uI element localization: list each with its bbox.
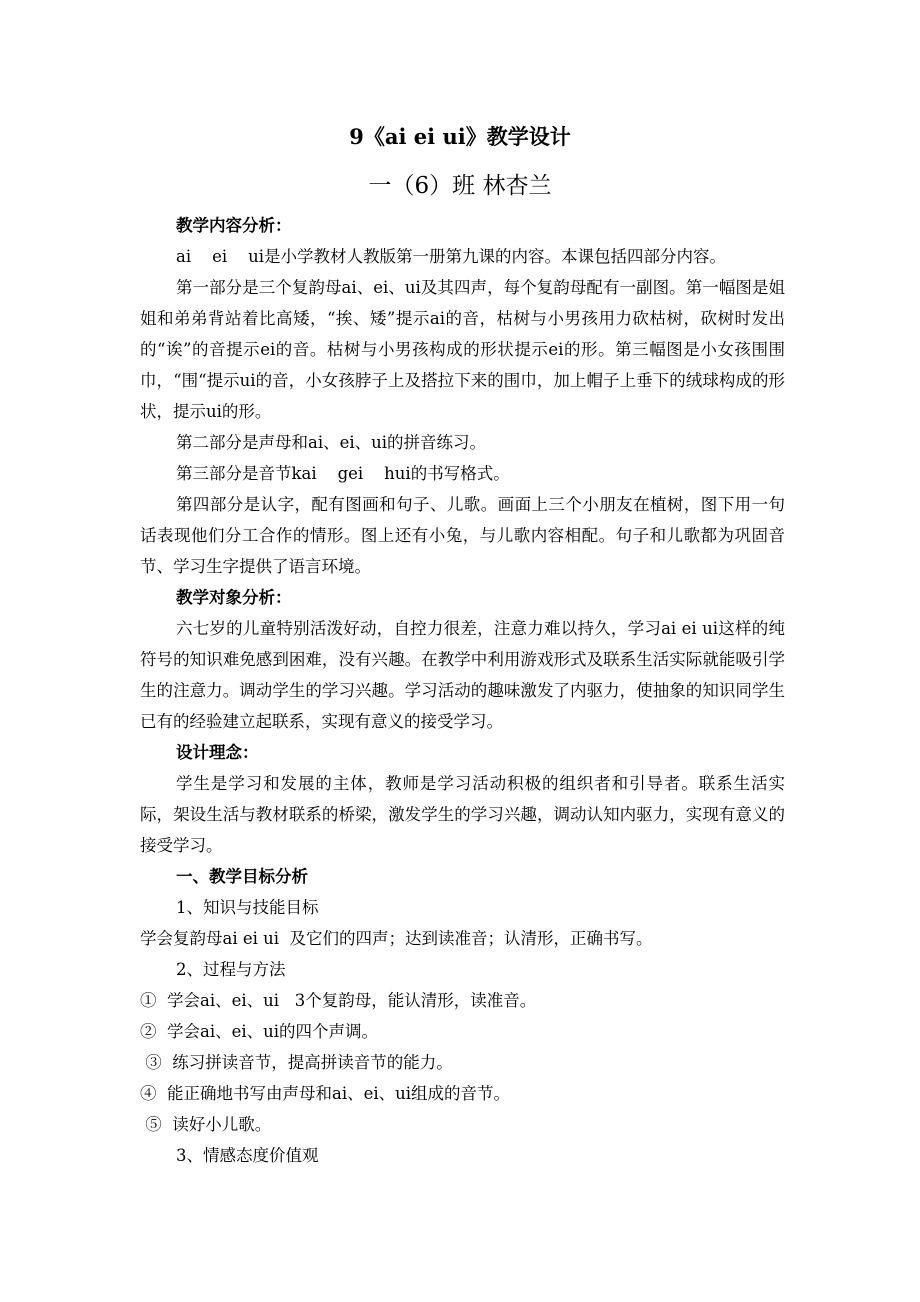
knowledge-skills-title: 1、知识与技能目标 <box>176 898 319 917</box>
design-concept-paragraph: 学生是学习和发展的主体，教师是学习活动积极的组织者和引导者。联系生活实际，架设生活与教材联系的桥梁，激发学生的学习兴趣，调动认知内驱力，实现有意义的接受学习。 <box>140 774 785 855</box>
process-methods-title: 2、过程与方法 <box>176 960 286 979</box>
objectives-heading: 一、教学目标分析 <box>176 867 308 886</box>
student-analysis-heading: 教学对象分析： <box>176 588 292 607</box>
content-analysis-heading: 教学内容分析： <box>176 216 292 235</box>
content-analysis-paragraph-2: 第一部分是三个复韵母ai、ei、ui及其四声，每个复韵母配有一副图。第一幅图是姐姐和弟弟背站着比高矮，“挨、矮”提示ai的音，枯树与小男孩用力砍枯树，砍树时发出的“诶”的音提示ei的音。枯树与小男孩构成的形状提示ei的形。第三幅图是小女孩围围巾，“围“提示ui的音，小女孩脖子上及搭拉下来的围巾，加上帽子上垂下的绒球构成的形状，提示ui的形。 <box>140 278 785 421</box>
content-analysis-paragraph-4: 第三部分是音节kai gei hui的书写格式。 <box>176 464 510 483</box>
process-item-4: ④ 能正确地书写由声母和ai、ei、ui组成的音节。 <box>140 1084 511 1103</box>
process-item-5: ⑤ 读好小儿歌。 <box>140 1115 272 1134</box>
process-item-1: ① 学会ai、ei、ui 3个复韵母，能认清形，读准音。 <box>140 991 537 1010</box>
design-concept-heading: 设计理念： <box>176 743 259 762</box>
document-title: 9《ai ei ui》教学设计 <box>349 124 571 149</box>
process-item-2: ② 学会ai、ei、ui的四个声调。 <box>140 1022 379 1041</box>
document-body <box>140 210 785 1171</box>
content-analysis-paragraph-3: 第二部分是声母和ai、ei、ui的拼音练习。 <box>176 433 487 452</box>
student-analysis-paragraph: 六七岁的儿童特别活泼好动，自控力很差，注意力难以持久，学习ai ei ui这样的纯符号的知识难免感到困难，没有兴趣。在教学中利用游戏形式及联系生活实际就能吸引学生的注意力。调动学生的学习兴趣。学习活动的趣味激发了内驱力，使抽象的知识同学生已有的经验建立起联系，实现有意义的接受学习。 <box>140 619 785 731</box>
content-analysis-paragraph-1: ai ei ui是小学教材人教版第一册第九课的内容。本课包括四部分内容。 <box>176 247 727 266</box>
document-author: 一（6）班 林杏兰 <box>368 173 552 199</box>
attitude-values-title: 3、情感态度价值观 <box>176 1146 319 1165</box>
process-item-3: ③ 练习拼读音节，提高拼读音节的能力。 <box>140 1053 453 1072</box>
content-analysis-paragraph-5: 第四部分是认字，配有图画和句子、儿歌。画面上三个小朋友在植树，图下用一句话表现他们分工合作的情形。图上还有小兔，与儿歌内容相配。句子和儿歌都为巩固音节、学习生字提供了语言环境。 <box>140 495 785 576</box>
knowledge-skills-text: 学会复韵母ai ei ui 及它们的四声；达到读准音；认清形，正确书写。 <box>140 929 653 948</box>
